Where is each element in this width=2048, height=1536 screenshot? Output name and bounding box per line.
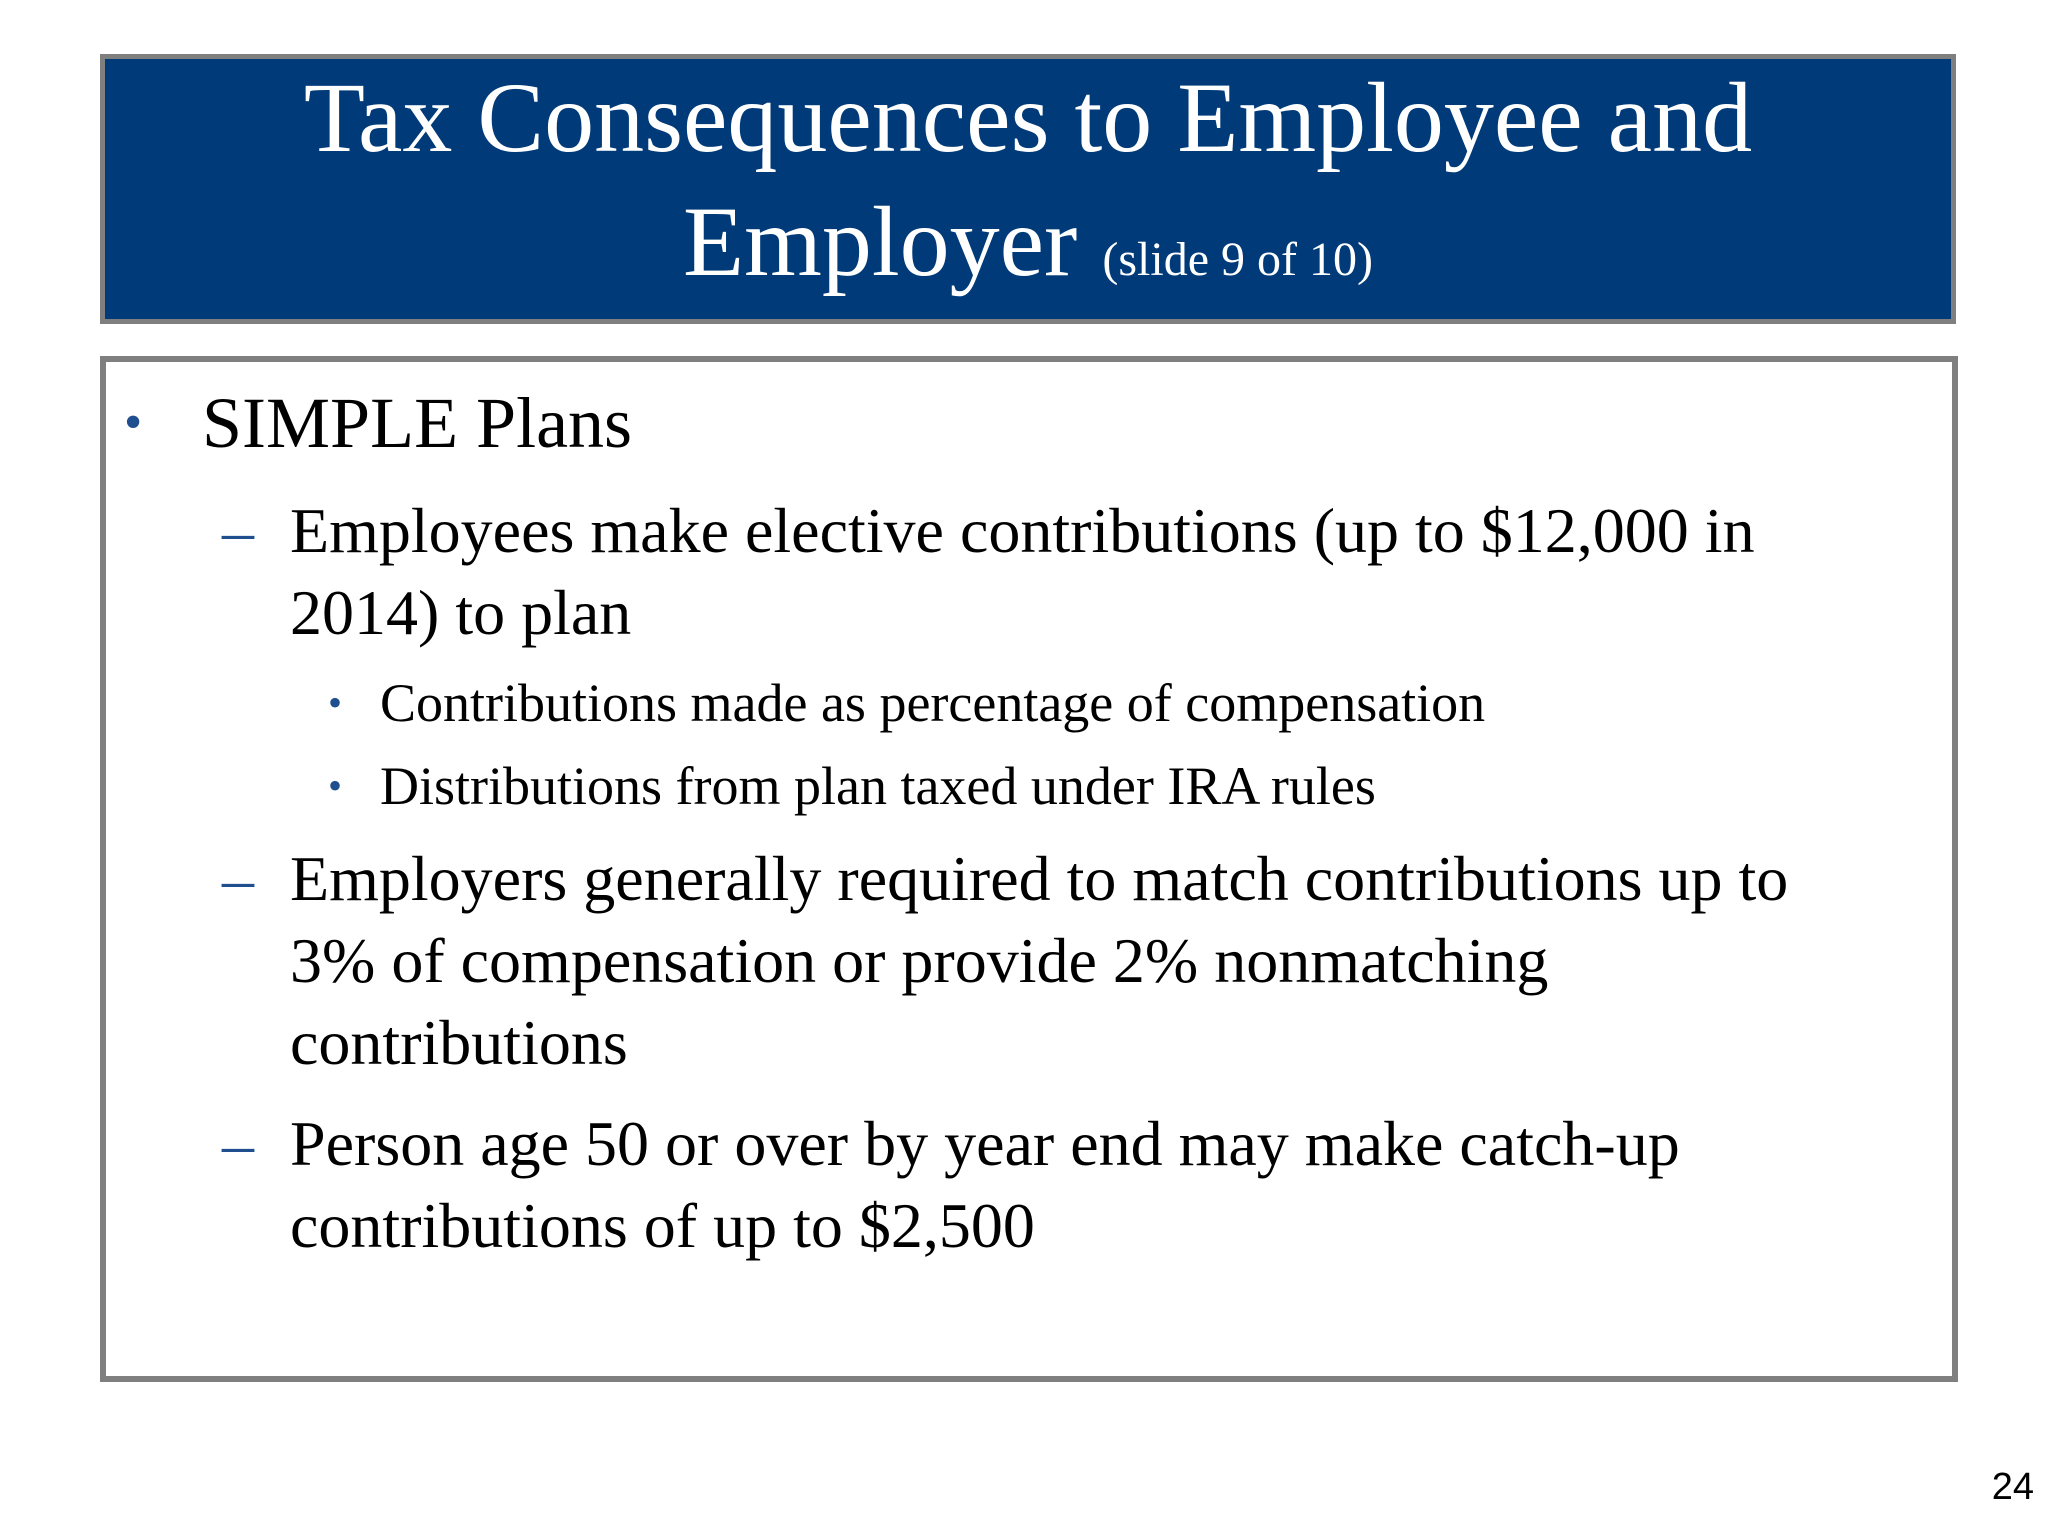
dash-marker: – xyxy=(222,495,254,566)
dash-marker: – xyxy=(222,1108,254,1179)
sub-bullet-marker: • xyxy=(328,763,343,808)
dash-item-line: contributions of up to $2,500 xyxy=(290,1190,1035,1261)
dash-item-line: 3% of compensation or provide 2% nonmatching xyxy=(290,925,1549,996)
sub-item-text: Distributions from plan taxed under IRA rules xyxy=(380,756,1376,816)
slide-title-line-2 xyxy=(105,180,1951,322)
dash-item-line: contributions xyxy=(290,1007,628,1078)
bullet-marker: • xyxy=(124,394,143,451)
bullet-heading: SIMPLE Plans xyxy=(202,383,633,463)
dash-item-line: Employers generally required to match contributions up to xyxy=(290,843,1789,914)
slide-title-line-1: Tax Consequences to Employee and xyxy=(303,62,1753,173)
slide-title-main: Employer xyxy=(683,186,1078,297)
dash-item-line: 2014) to plan xyxy=(290,577,632,648)
slide-title-suffix: (slide 9 of 10) xyxy=(1102,233,1373,286)
dash-item-text xyxy=(290,1103,2010,1267)
dash-item-line: Person age 50 or over by year end may make catch-up xyxy=(290,1108,1680,1179)
slide-title-banner xyxy=(100,54,1956,324)
sub-bullet-marker: • xyxy=(328,680,343,725)
dash-marker: – xyxy=(222,843,254,914)
page-number: 24 xyxy=(1991,1466,2034,1508)
dash-item-line: Employees make elective contributions (up to $12,000 in xyxy=(290,495,1755,566)
dash-item-text xyxy=(290,838,2010,1084)
sub-item-text: Contributions made as percentage of compensation xyxy=(380,673,1486,733)
dash-item-text xyxy=(290,490,2010,654)
